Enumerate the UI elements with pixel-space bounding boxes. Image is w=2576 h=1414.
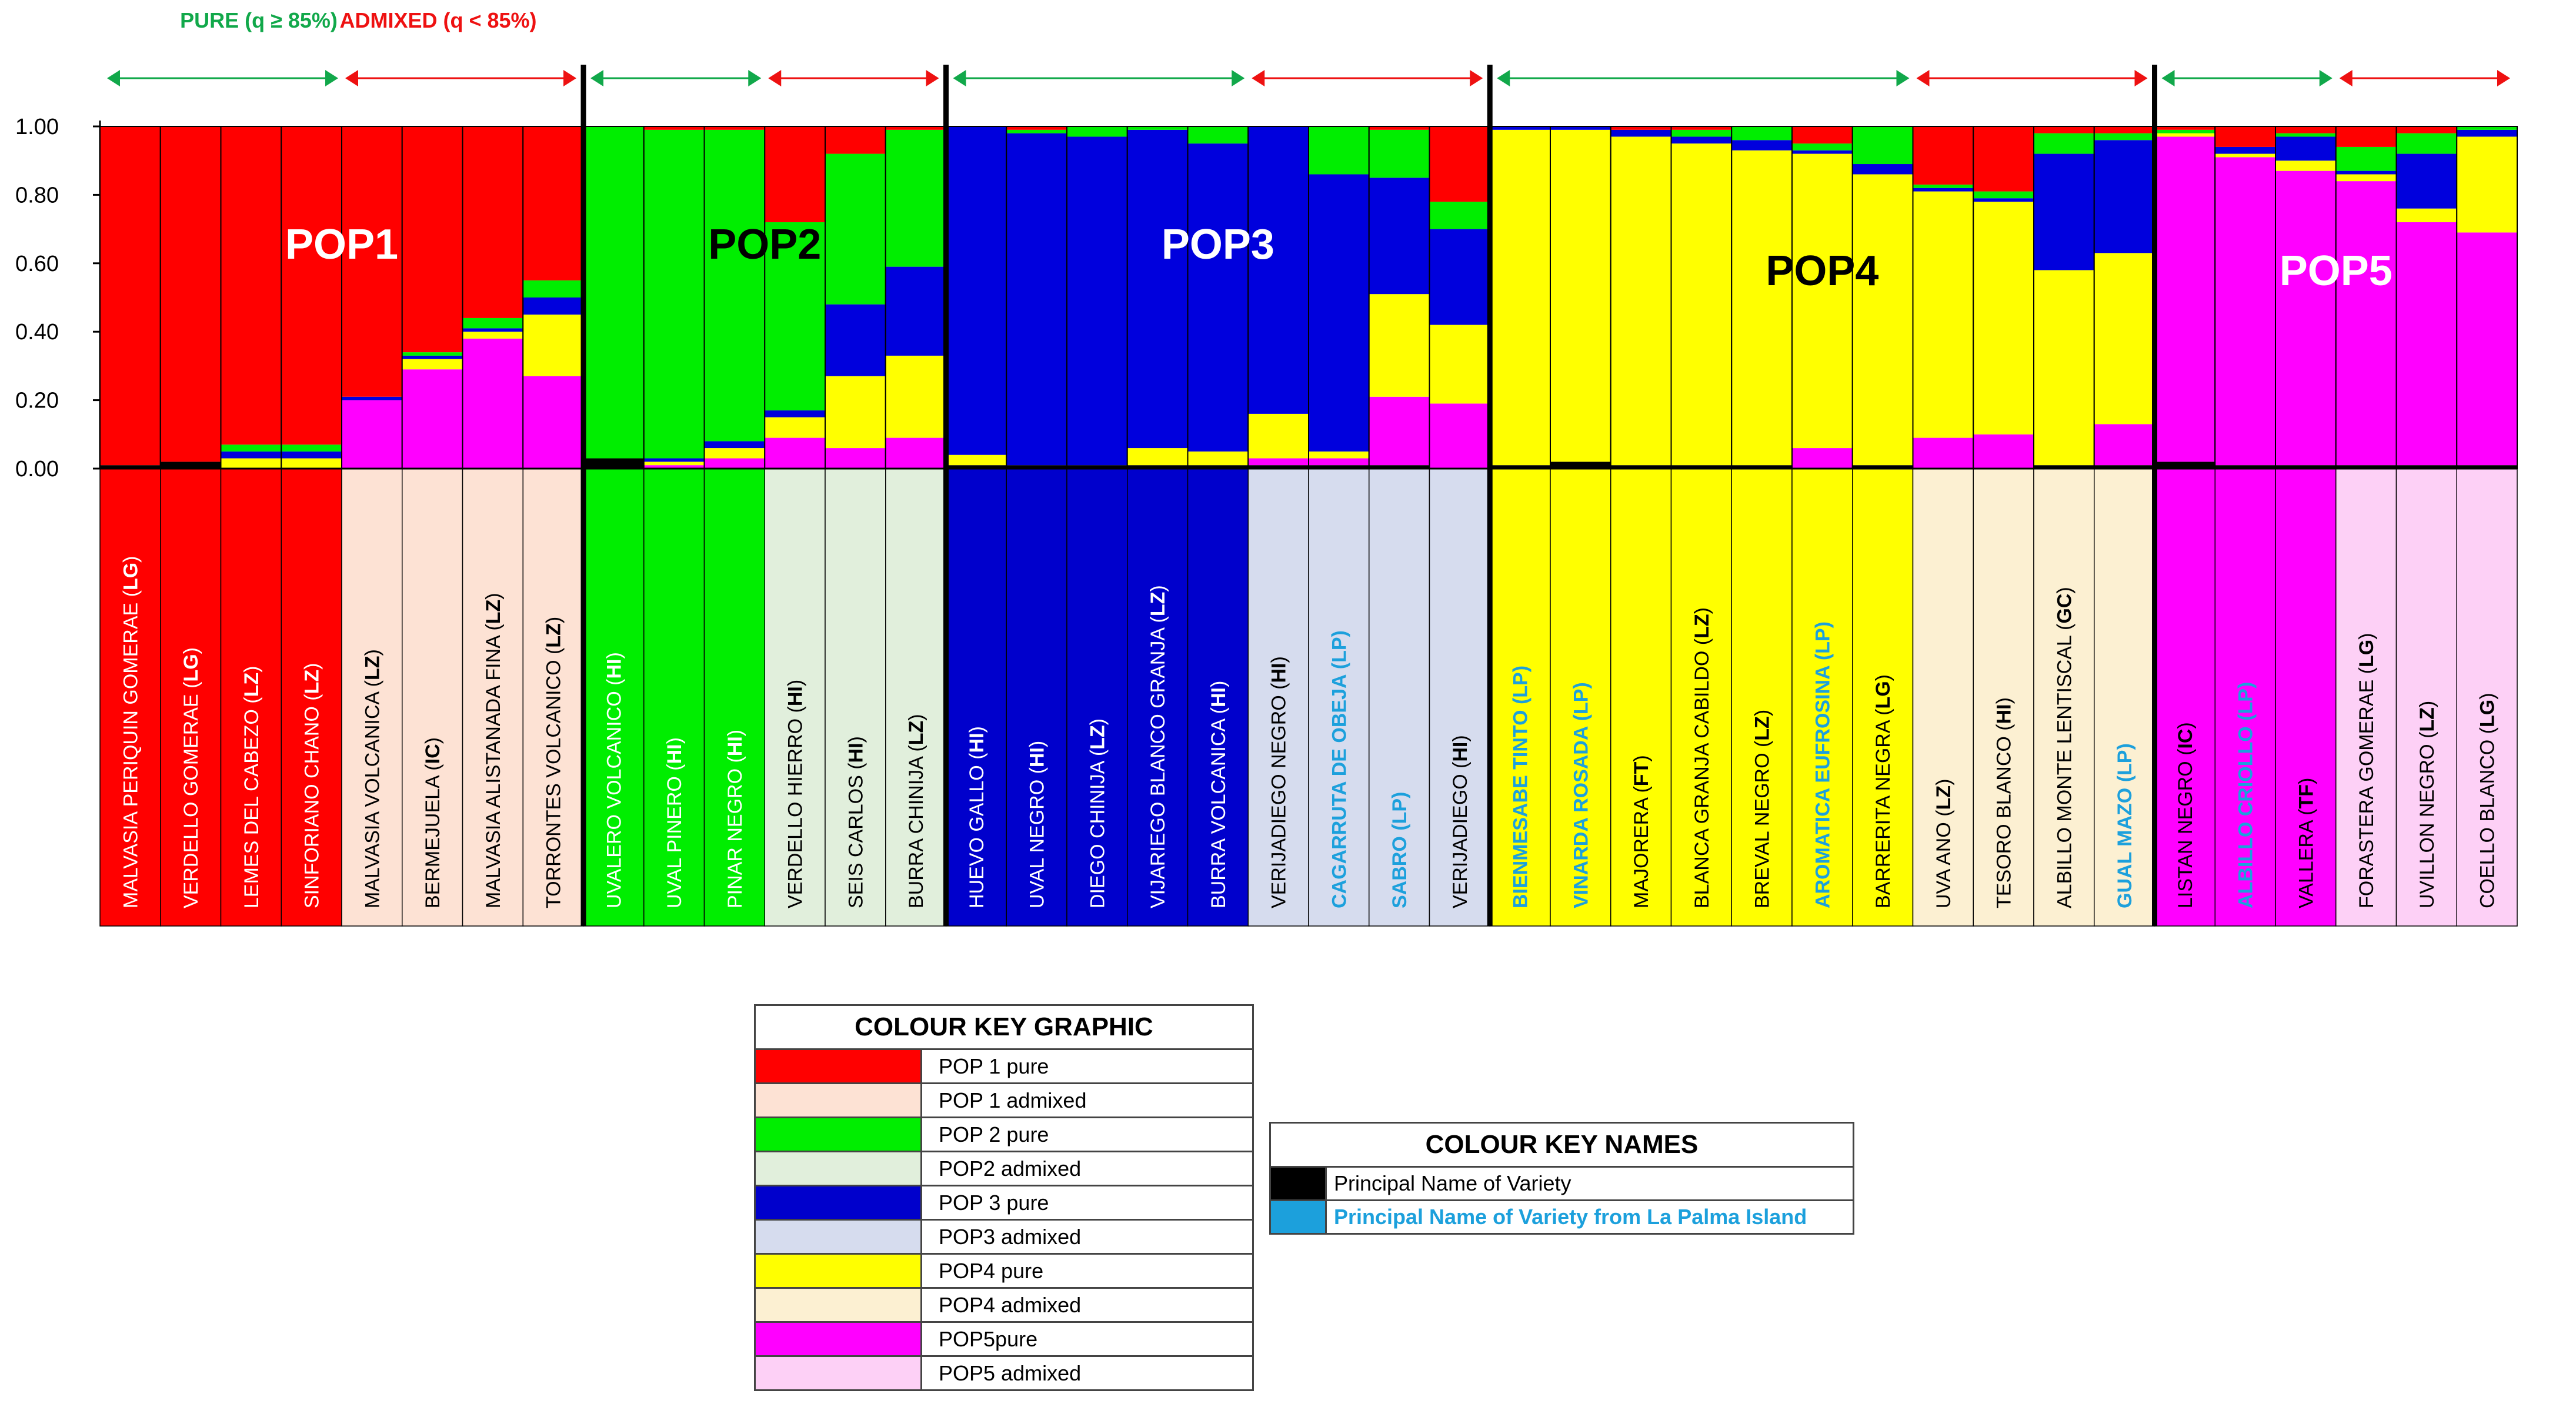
variety-name-label: UVA ANO (LZ) [1932, 778, 1955, 908]
bar-segment-pop4 [765, 417, 825, 438]
arrow-head-left [1252, 70, 1264, 86]
bar-segment-pop4 [1369, 294, 1430, 397]
arrow-head-right [325, 70, 338, 86]
names-key-row [1270, 1201, 1854, 1234]
bar-segment-pop3 [2034, 154, 2094, 270]
bar-segment-pop4 [1853, 174, 1913, 465]
colour-swatch [755, 1356, 922, 1390]
graphic-key-row [755, 1254, 1253, 1288]
bar-segment-pop2 [886, 130, 946, 267]
bar-segment-pop2 [1853, 126, 1913, 164]
bar-segment-pop5 [705, 459, 765, 469]
variety-name-label: SINFORIANO CHANO (LZ) [301, 663, 323, 908]
graphic-key-row [755, 1118, 1253, 1152]
header-annotations [180, 8, 536, 32]
variety-name-label: VINARDA ROSADA (LP) [1570, 682, 1593, 908]
variety-name-label: LEMES DEL CABEZO (LZ) [240, 666, 263, 908]
bar-segment-pop1 [1913, 126, 1974, 185]
bar-segment-pop4 [1550, 130, 1611, 462]
arrow-head-right [2497, 70, 2510, 86]
bar-segment-pop2 [2275, 133, 2336, 137]
bar-segment-pop4 [2155, 133, 2215, 137]
bar-segment-pop4 [1127, 448, 1188, 465]
pure-header-label: PURE (q ≥ 85%) [180, 8, 338, 32]
arrow-head-right [1232, 70, 1244, 86]
arrow-head-left [2340, 70, 2353, 86]
variety-name-label: UVAL NEGRO (HI) [1026, 740, 1049, 908]
bar-segment-pop5 [1430, 403, 1490, 469]
arrow-head-left [2162, 70, 2175, 86]
variety-name-label: GUAL MAZO (LP) [2114, 743, 2137, 908]
bar-segment-pop3 [1369, 178, 1430, 294]
bar-segment-pop1 [765, 126, 825, 222]
arrow-head-right [1470, 70, 1483, 86]
bar-segment-pop5 [886, 438, 946, 469]
bar-segment-pop2 [1369, 130, 1430, 178]
bar-segment-pop3 [886, 267, 946, 356]
arrow-annotations [107, 70, 2510, 86]
bar-segment-pop5 [1248, 459, 1309, 466]
bar-segment-pop3 [2457, 130, 2517, 137]
variety-name-label: BARRERITA NEGRA (LG) [1872, 674, 1895, 908]
colour-swatch [755, 1322, 922, 1356]
variety-name-label: BLANCA GRANJA CABILDO (LZ) [1690, 607, 1713, 908]
bar-segment-pop5 [402, 369, 463, 469]
bar-segment-pop4 [2275, 161, 2336, 171]
bar-segment-pop1 [523, 126, 583, 280]
colour-swatch [755, 1288, 922, 1322]
bar-segment-pop1 [2275, 126, 2336, 133]
bar-segment-pop3 [825, 305, 886, 376]
bar-segment-pop3 [1430, 229, 1490, 325]
variety-name-label: UVALERO VOLCANICO (HI) [603, 652, 626, 908]
bar-segment-pop4 [644, 462, 705, 465]
bar-segment-pop5 [2155, 136, 2215, 462]
bar-segment-pop3 [2215, 147, 2275, 154]
variety-name-label: BREVAL NEGRO (LZ) [1751, 709, 1774, 908]
bar-segment-pop3 [2336, 171, 2397, 175]
bar-segment-pop4 [1792, 154, 1853, 449]
colour-swatch [755, 1186, 922, 1220]
variety-name-label: PINAR NEGRO (HI) [723, 729, 746, 908]
bar-segment-pop2 [2094, 133, 2155, 141]
y-tick-label: 0.00 [15, 457, 59, 482]
bar-segment-pop5 [2094, 424, 2155, 465]
colour-key-names [1269, 1122, 1854, 1235]
variety-name-label: VERIJADIEGO NEGRO (HI) [1267, 656, 1290, 908]
bar-segment-black [2155, 462, 2215, 469]
colour-swatch [755, 1254, 922, 1288]
bar-segment-pop3 [221, 452, 282, 459]
bar-segment-pop4 [1248, 414, 1309, 459]
bar-segment-pop3 [2275, 136, 2336, 161]
bar-segment-pop4 [463, 332, 523, 339]
bar-segment-pop4 [2397, 209, 2457, 222]
bar-segment-pop4 [886, 356, 946, 438]
arrow-head-left [953, 70, 966, 86]
variety-name-label: ALBILLO CRIOLLO (LP) [2234, 681, 2257, 908]
variety-name-label: AROMATICA EUFROSINA (LP) [1811, 621, 1834, 908]
bar-segment-pop5 [1973, 434, 2034, 469]
bar-segment-pop3 [1611, 130, 1671, 137]
colour-swatch [755, 1118, 922, 1152]
bar-segment-pop3 [402, 356, 463, 359]
bar-segment-pop2 [221, 444, 282, 452]
graphic-key-label: POP3 admixed [922, 1220, 1253, 1254]
colour-swatch [1270, 1167, 1326, 1201]
bar-segment-pop4 [2215, 154, 2275, 158]
bar-segment-pop1 [161, 126, 221, 462]
variety-name-label: BIENMESABE TINTO (LP) [1509, 665, 1532, 908]
arrow-head-left [1917, 70, 1930, 86]
bar-segment-pop1 [2215, 126, 2275, 147]
bar-segment-pop4 [523, 315, 583, 376]
group-label: POP4 [1766, 248, 1879, 295]
colour-swatch [755, 1220, 922, 1254]
bar-segment-pop3 [1127, 130, 1188, 448]
bar-segment-pop1 [2034, 126, 2094, 133]
bar-segment-pop2 [705, 130, 765, 442]
names-key-row [1270, 1167, 1854, 1201]
bar-segment-pop4 [1490, 130, 1550, 465]
bar-segment-pop2 [2034, 133, 2094, 154]
y-tick-label: 1.00 [15, 115, 59, 139]
bar-segment-pop2 [1792, 143, 1853, 151]
bar-segment-pop1 [402, 126, 463, 352]
variety-name-label: CAGARRUTA DE OBEJA (LP) [1328, 630, 1351, 908]
graphic-key-label: POP 1 admixed [922, 1084, 1253, 1118]
variety-name-label: BURRA CHINIJA (LZ) [905, 714, 928, 908]
arrow-head-right [2135, 70, 2148, 86]
arrow-head-right [2320, 70, 2333, 86]
graphic-key-label: POP 2 pure [922, 1118, 1253, 1152]
arrow-head-right [1897, 70, 1910, 86]
bar-segment-pop3 [1067, 136, 1127, 465]
bar-segment-pop3 [1853, 164, 1913, 174]
bar-segment-pop3 [1248, 126, 1309, 414]
variety-name-label: BERMEJUELA (IC) [422, 737, 445, 908]
bar-segment-pop3 [1973, 198, 2034, 202]
variety-name-label: VERIJADIEGO (HI) [1449, 735, 1471, 908]
colour-key-graphic [754, 1004, 1254, 1391]
bar-segment-pop4 [281, 459, 342, 469]
bar-segment-pop4 [1188, 452, 1249, 465]
variety-name-label: MAJORERA (FT) [1630, 755, 1653, 908]
y-axis [15, 115, 100, 482]
graphic-key-row [755, 1322, 1253, 1356]
colour-swatch [755, 1084, 922, 1118]
bar-segment-pop5 [1309, 459, 1369, 466]
bar-segment-pop3 [1731, 140, 1792, 150]
arrow-head-left [1497, 70, 1510, 86]
graphic-key-label: POP 3 pure [922, 1186, 1253, 1220]
arrow-head-right [926, 70, 939, 86]
bar-segment-pop1 [221, 126, 282, 444]
group-label: POP2 [708, 221, 822, 268]
bar-segment-pop2 [644, 130, 705, 459]
bar-segment-pop1 [463, 126, 523, 318]
bar-segment-pop4 [1309, 452, 1369, 459]
bar-segment-pop1 [825, 126, 886, 154]
bar-segment-pop1 [1792, 126, 1853, 143]
variety-name-label: SABRO (LP) [1389, 791, 1412, 908]
bar-segment-pop1 [1430, 126, 1490, 202]
variety-name-label: MALVASIA PERIQUIN GOMERAE (LG) [119, 556, 142, 908]
bar-segment-pop2 [1309, 126, 1369, 174]
variety-name-label: UVAL PINERO (HI) [663, 737, 686, 908]
variety-name-label: VALLERA (TF) [2295, 777, 2318, 908]
names-key-label: Principal Name of Variety from La Palma Island [1326, 1201, 1854, 1234]
bar-segment-pop5 [2336, 181, 2397, 465]
graphic-key-label: POP4 admixed [922, 1288, 1253, 1322]
graphic-key-row [755, 1152, 1253, 1186]
variety-name-label: VERDELLO GOMERAE (LG) [180, 647, 203, 908]
bar-segment-pop4 [1430, 325, 1490, 404]
bar-segment-pop5 [1792, 448, 1853, 469]
bar-segment-black [583, 459, 644, 469]
bar-segment-pop4 [1671, 143, 1732, 465]
variety-name-label: HUEVO GALLO (HI) [965, 726, 988, 908]
bar-segment-pop4 [705, 448, 765, 458]
graphic-key-row [755, 1084, 1253, 1118]
bar-segment-pop2 [2155, 130, 2215, 133]
arrow-head-left [107, 70, 120, 86]
variety-name-label: TORRONTES VOLCANICO (LZ) [542, 616, 565, 908]
bar-segment-pop2 [1731, 126, 1792, 140]
bar-segment-pop3 [1309, 174, 1369, 451]
bar-segment-black [161, 462, 221, 469]
bar-segment-pop5 [2215, 157, 2275, 465]
bar-segment-pop1 [2336, 126, 2397, 147]
variety-name-label: VERDELLO HIERRO (HI) [784, 679, 807, 908]
bar-segment-black [1550, 462, 1611, 469]
bar-segment-pop1 [2094, 126, 2155, 133]
bar-segment-pop3 [1671, 136, 1732, 143]
bar-segment-pop1 [1973, 126, 2034, 192]
bar-segment-pop2 [1188, 126, 1249, 143]
group-label: POP1 [285, 221, 399, 268]
bar-segment-pop2 [402, 352, 463, 356]
bar-segment-pop3 [2397, 154, 2457, 209]
bar-segment-pop2 [463, 318, 523, 328]
y-tick-label: 0.40 [15, 320, 59, 345]
bar-segment-pop4 [402, 359, 463, 369]
colour-key-graphic-title: COLOUR KEY GRAPHIC [755, 1005, 1253, 1049]
bar-segment-pop4 [1973, 202, 2034, 434]
bar-segment-pop2 [1006, 130, 1067, 133]
colour-swatch [1270, 1201, 1326, 1234]
arrow-head-left [590, 70, 603, 86]
bar-segment-pop3 [1188, 143, 1249, 452]
bar-segment-pop4 [221, 459, 282, 469]
variety-name-label: FORASTERA GOMERAE (LG) [2355, 633, 2378, 908]
group-label: POP5 [2279, 248, 2393, 295]
graphic-key-row [755, 1288, 1253, 1322]
bar-segment-pop3 [463, 328, 523, 332]
arrow-head-right [748, 70, 761, 86]
graphic-key-row [755, 1220, 1253, 1254]
bar-segment-pop5 [1369, 397, 1430, 465]
bar-segment-pop5 [523, 376, 583, 469]
bar-segment-pop2 [1067, 126, 1127, 136]
bar-segment-pop2 [1671, 130, 1732, 137]
bar-segment-pop4 [1611, 136, 1671, 465]
variety-name-label: ALBILLO MONTE LENTISCAL (GC) [2053, 587, 2076, 908]
y-tick-label: 0.60 [15, 251, 59, 276]
variety-name-label: BURRA VOLCANICA (HI) [1207, 680, 1230, 908]
colour-key-names-title: COLOUR KEY NAMES [1270, 1123, 1854, 1167]
bar-segment-pop5 [765, 438, 825, 469]
variety-name-label: VIJARIEGO BLANCO GRANJA (LZ) [1147, 585, 1170, 908]
bar-segment-pop1 [281, 126, 342, 444]
bar-segment-pop3 [1792, 151, 1853, 154]
bar-segment-pop3 [523, 297, 583, 315]
graphic-key-row [755, 1186, 1253, 1220]
bar-segment-pop2 [825, 154, 886, 305]
graphic-key-label: POP5pure [922, 1322, 1253, 1356]
bar-segment-pop5 [2457, 232, 2517, 465]
bar-segment-pop5 [825, 448, 886, 469]
bar-segment-pop2 [1913, 185, 1974, 188]
bar-segment-pop5 [2275, 171, 2336, 466]
admixed-header-label: ADMIXED (q < 85%) [339, 8, 537, 32]
bar-segment-pop3 [1006, 133, 1067, 466]
names-key-label: Principal Name of Variety [1326, 1167, 1854, 1201]
arrow-head-left [345, 70, 358, 86]
graphic-key-label: POP5 admixed [922, 1356, 1253, 1390]
graphic-key-label: POP2 admixed [922, 1152, 1253, 1186]
bar-segment-pop3 [946, 126, 1007, 455]
variety-name-label: DIEGO CHINIJA (LZ) [1086, 718, 1109, 908]
bar-segment-pop2 [2397, 133, 2457, 154]
bar-segment-pop2 [523, 280, 583, 297]
variety-name-label: MALVASIA ALISTANADA FINA (LZ) [482, 593, 505, 908]
bar-segment-pop2 [583, 126, 644, 459]
variety-name-label: SEIS CARLOS (HI) [845, 736, 867, 908]
y-tick-label: 0.80 [15, 183, 59, 208]
variety-name-label: MALVASIA VOLCANICA (LZ) [361, 649, 384, 908]
graphic-key-label: POP4 pure [922, 1254, 1253, 1288]
bar-segment-pop2 [1973, 192, 2034, 199]
bar-segment-pop2 [2336, 147, 2397, 171]
arrow-head-right [563, 70, 576, 86]
graphic-key-row [755, 1049, 1253, 1084]
bar-segment-pop4 [946, 455, 1007, 465]
bar-segment-pop4 [2457, 136, 2517, 232]
bar-segment-pop1 [100, 126, 161, 465]
graphic-key-row [755, 1356, 1253, 1390]
bar-segment-pop3 [765, 410, 825, 417]
bar-segment-pop3 [281, 452, 342, 459]
bar-segment-pop4 [2094, 253, 2155, 424]
variety-name-label: TESORO BLANCO (HI) [1993, 697, 2016, 908]
colour-swatch [755, 1152, 922, 1186]
variety-name-label: UVILLON NEGRO (LZ) [2415, 700, 2438, 908]
bar-segment-pop5 [2397, 222, 2457, 465]
bar-segment-pop3 [1913, 188, 1974, 192]
bar-segment-pop4 [1913, 192, 1974, 438]
bar-segment-pop5 [1913, 438, 1974, 469]
bar-segment-pop4 [2034, 270, 2094, 465]
graphic-key-label: POP 1 pure [922, 1049, 1253, 1084]
arrow-head-left [768, 70, 781, 86]
group-label: POP3 [1161, 221, 1274, 268]
bar-segment-pop3 [342, 397, 402, 400]
bar-segment-pop5 [463, 339, 523, 469]
bar-segment-pop2 [281, 444, 342, 452]
variety-name-label: COELLO BLANCO (LG) [2476, 693, 2499, 908]
bar-segment-pop3 [2094, 140, 2155, 253]
colour-swatch [755, 1049, 922, 1084]
bar-segment-pop3 [644, 459, 705, 462]
y-tick-label: 0.20 [15, 388, 59, 413]
bar-segment-pop3 [705, 441, 765, 448]
bar-segment-pop2 [1430, 202, 1490, 229]
bar-segment-pop1 [2397, 126, 2457, 133]
bar-segment-pop4 [825, 376, 886, 448]
bar-segment-pop4 [2336, 174, 2397, 181]
bar-segment-pop4 [1731, 151, 1792, 465]
variety-name-label: LISTAN NEGRO (IC) [2174, 722, 2197, 908]
bar-segment-pop5 [342, 400, 402, 469]
